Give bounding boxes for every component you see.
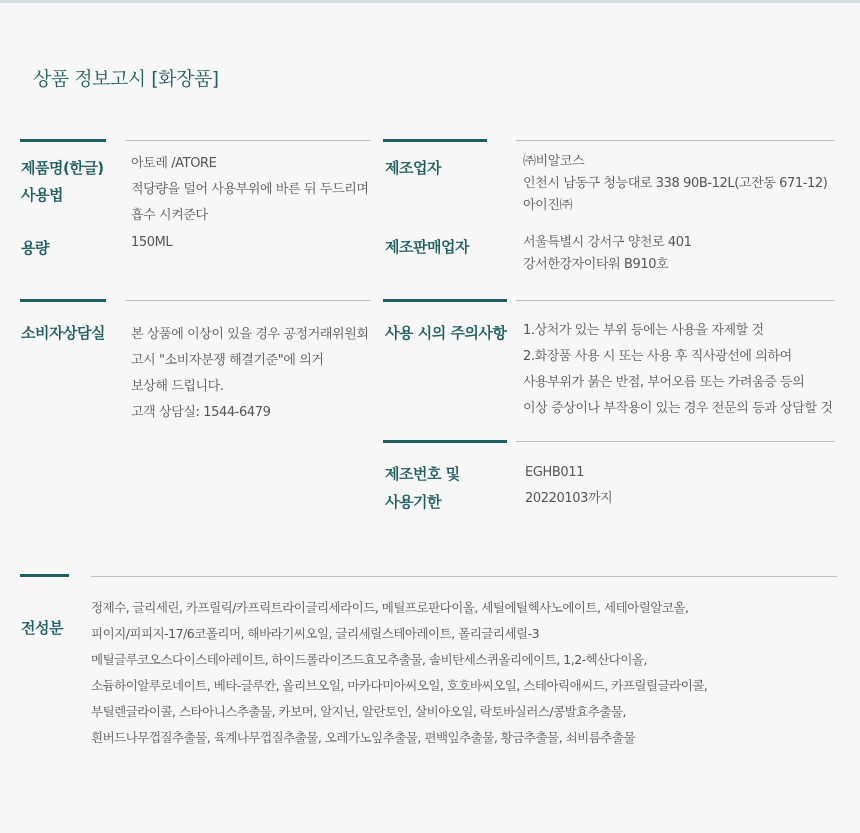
- ingredients-line: 정제수, 글리세린, 카프릴릭/카프릭트라이글리세라이드, 메틸프로판다이올, 세틸에틸헥사노에이트, 세테아릴알코올,: [91, 600, 689, 615]
- expiry-text: 20220103까지: [525, 491, 613, 506]
- lot-expiry-value: [525, 460, 612, 512]
- caution-text: 1.상처가 있는 부위 등에는 사용을 자제할 것: [523, 323, 764, 338]
- manufacturer-text: ㈜비알코스: [523, 154, 585, 169]
- caution-label: 사용 시의 주의사항: [385, 324, 507, 342]
- lot-expiry-label: [385, 460, 460, 516]
- consumer-center-value: [131, 322, 369, 426]
- volume-label: 용량: [21, 239, 49, 257]
- usage-text: 흡수 시켜준다: [131, 208, 208, 223]
- section-divider: [126, 140, 370, 141]
- consumer-text: 고시 "소비자분쟁 해결기준"에 의거: [131, 353, 324, 368]
- product-name-text: 아토레 /ATORE: [131, 156, 217, 171]
- manufacturer-label: 제조업자: [385, 159, 441, 177]
- caution-text: 2.화장품 사용 시 또는 사용 후 직사광선에 의하여: [523, 349, 792, 364]
- ingredients-line: 메틸글루코오스다이스테아레이트, 하이드롤라이즈드효모추출물, 솔비탄세스퀴올리에이트, 1,2-헥산다이올,: [91, 652, 648, 667]
- ingredients-line: 흰버드나무껍질추출물, 육계나무껍질추출물, 오레가노잎추출물, 편백잎추출물, 황금추출물, 쇠비름추출물: [91, 730, 636, 745]
- volume-value: 150ML: [131, 235, 173, 250]
- lot-number-text: EGHB011: [525, 465, 584, 480]
- consumer-text: 고객 상담실: 1544-6479: [131, 405, 271, 420]
- section-divider: [91, 576, 837, 577]
- section-divider: [516, 140, 835, 141]
- lot-label-line: 제조번호 및: [385, 465, 460, 483]
- manufacturer-text: 인천시 남동구 청능대로 338 90B-12L(고잔동 671-12): [523, 176, 828, 191]
- consumer-center-label: 소비자상담실: [21, 324, 105, 342]
- caution-value: [523, 318, 833, 422]
- top-border: [0, 0, 860, 3]
- section-accent-bar: [20, 139, 106, 142]
- ingredients-line: 부틸렌글라이콜, 스타아니스추출물, 카보머, 알지닌, 알란토인, 살비아오일, 락토바실러스/콩발효추출물,: [91, 704, 627, 719]
- section-divider: [126, 300, 370, 301]
- caution-text: 이상 증상이나 부작용이 있는 경우 전문의 등과 상담할 것: [523, 401, 833, 416]
- lot-label-line: 사용기한: [385, 493, 441, 511]
- caution-text: 사용부위가 붉은 반점, 부어오름 또는 가려움증 등의: [523, 375, 805, 390]
- consumer-text: 본 상품에 이상이 있을 경우 공정거래위원회: [131, 327, 369, 342]
- product-name-value: [131, 151, 369, 229]
- section-accent-bar: [383, 139, 487, 142]
- page-title: 상품 정보고시 [화장품]: [33, 68, 219, 90]
- ingredients-list: [91, 595, 707, 751]
- ingredients-label: 전성분: [21, 619, 63, 637]
- section-accent-bar: [383, 440, 507, 443]
- section-divider: [516, 441, 835, 442]
- seller-label: 제조판매업자: [385, 238, 469, 256]
- usage-text: 적당량을 덜어 사용부위에 바른 뒤 두드리며: [131, 182, 369, 197]
- seller-value: [523, 232, 692, 276]
- manufacturer-value: [523, 151, 827, 217]
- seller-text: 강서한강자이타워 B910호: [523, 257, 669, 272]
- section-accent-bar: [20, 299, 106, 302]
- consumer-text: 보상해 드립니다.: [131, 379, 224, 394]
- ingredients-line: 소듐하이알루로네이트, 베타-글루칸, 올리브오일, 마카다미아씨오일, 호호바씨오일, 스테아릭애씨드, 카프릴릴글라이콜,: [91, 678, 708, 693]
- product-name-label: 제품명(한글): [21, 159, 104, 177]
- section-accent-bar: [20, 574, 69, 577]
- seller-text: 서울특별시 강서구 양천로 401: [523, 235, 692, 250]
- section-accent-bar: [383, 299, 507, 302]
- usage-label: 사용법: [21, 186, 63, 204]
- manufacturer-text: 아이진㈜: [523, 198, 573, 213]
- ingredients-line: 피이지/피피지-17/6코폴리머, 해바라기씨오일, 글리세릴스테아레이트, 폴리글리세릴-3: [91, 626, 540, 641]
- section-divider: [516, 300, 835, 301]
